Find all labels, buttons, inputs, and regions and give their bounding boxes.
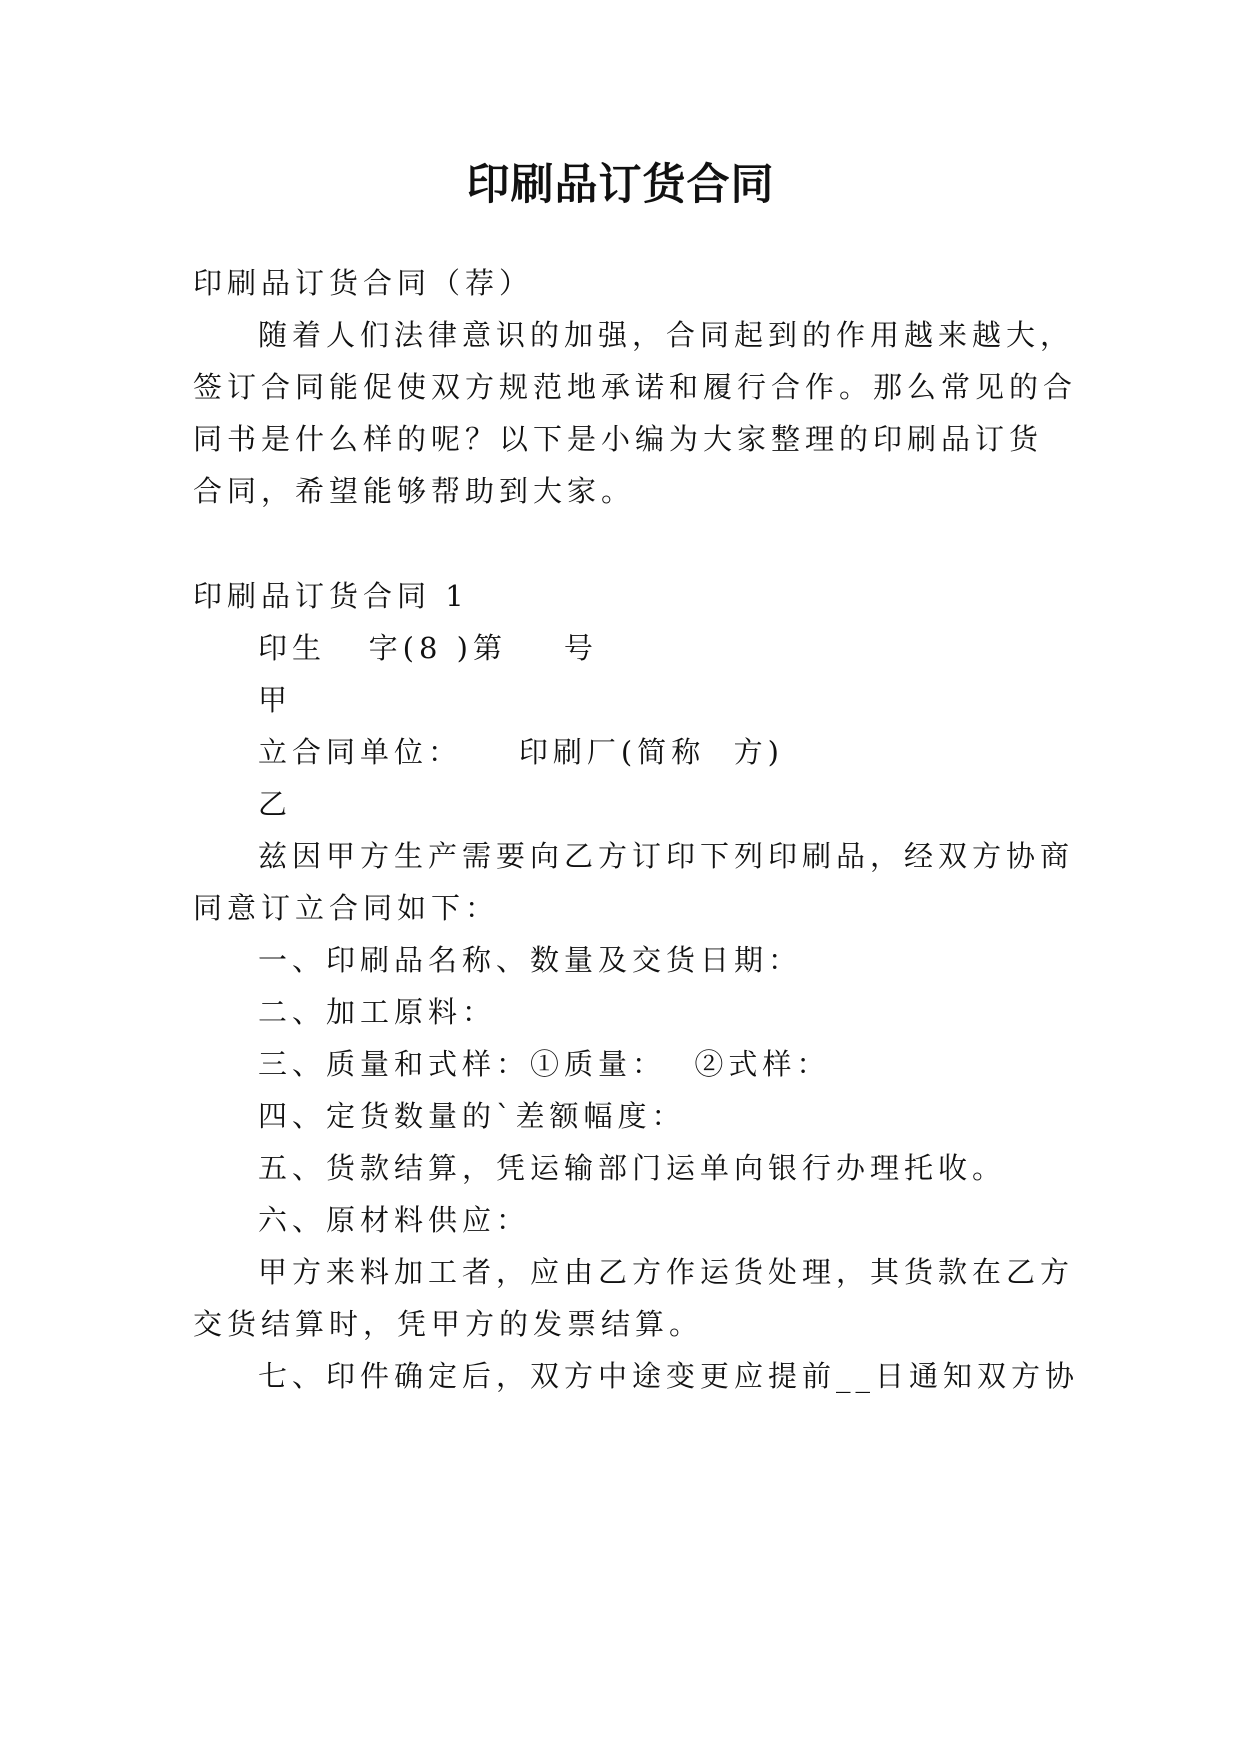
clause-6-detail-line-2: 交货结算时，凭甲方的发票结算。	[193, 1307, 704, 1341]
contracting-unit-line: 立合同单位： 印刷厂(简称 方)	[258, 735, 784, 769]
clause-1: 一、印刷品名称、数量及交货日期：	[258, 943, 803, 977]
party-a-label: 甲	[258, 683, 293, 717]
section-heading: 印刷品订货合同 1	[193, 579, 469, 613]
document-title: 印刷品订货合同	[466, 160, 775, 210]
clause-3: 三、质量和式样：①质量： ②式样：	[258, 1047, 831, 1081]
subtitle: 印刷品订货合同（荐）	[193, 266, 534, 300]
intro-line-2: 签订合同能促使双方规范地承诺和履行合作。那么常见的合	[193, 370, 1078, 404]
preamble-line-2: 同意订立合同如下：	[193, 891, 500, 925]
intro-line-4: 合同，希望能够帮助到大家。	[193, 474, 636, 508]
clause-7: 七、印件确定后，双方中途变更应提前__日通知双方协	[258, 1359, 1080, 1393]
clause-6-detail-line-1: 甲方来料加工者，应由乙方作运货处理，其货款在乙方	[258, 1255, 1075, 1289]
clause-5: 五、货款结算，凭运输部门运单向银行办理托收。	[258, 1151, 1007, 1185]
party-b-label: 乙	[258, 787, 293, 821]
clause-6: 六、原材料供应：	[258, 1203, 531, 1237]
intro-line-3: 同书是什么样的呢？以下是小编为大家整理的印刷品订货	[193, 422, 1044, 456]
contract-number-line: 印生 字(8 )第 号	[258, 631, 598, 665]
clause-2: 二、加工原料：	[258, 995, 497, 1029]
clause-4: 四、定货数量的`差额幅度：	[258, 1099, 686, 1133]
intro-line-1: 随着人们法律意识的加强，合同起到的作用越来越大，	[258, 318, 1075, 352]
preamble-line-1: 兹因甲方生产需要向乙方订印下列印刷品，经双方协商	[258, 839, 1075, 873]
